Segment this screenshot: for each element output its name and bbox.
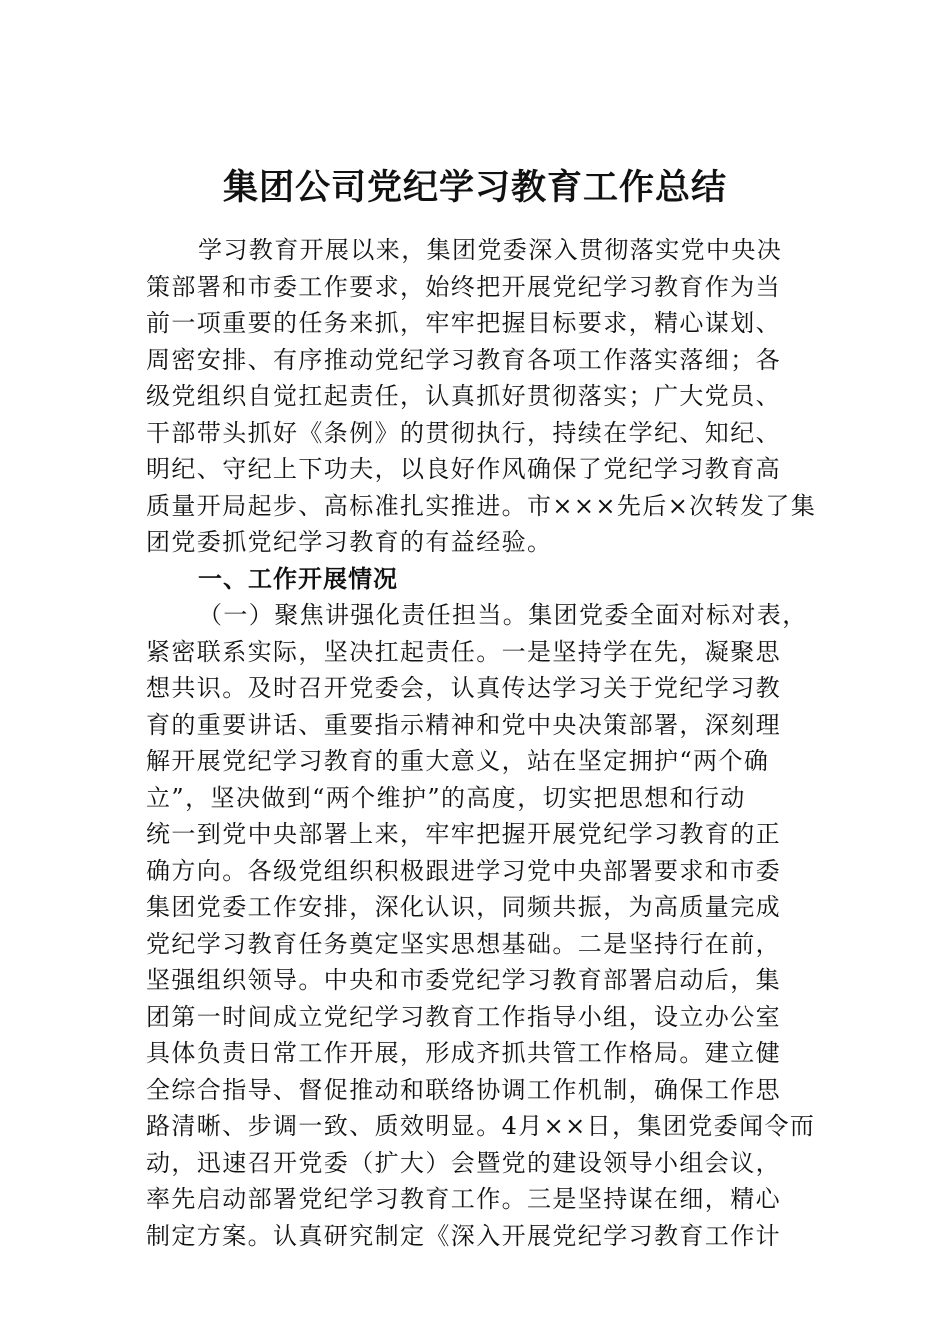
paragraph-line: 全综合指导、督促推动和联络协调工作机制，确保工作思 bbox=[146, 1075, 781, 1104]
paragraph-line: 干部带头抓好《条例》的贯彻执行，持续在学纪、知纪、 bbox=[146, 418, 781, 447]
paragraph-line: 率先启动部署党纪学习教育工作。三是坚持谋在细，精心 bbox=[146, 1185, 781, 1213]
paragraph-line: 制定方案。认真研究制定《深入开展党纪学习教育工作计 bbox=[146, 1221, 781, 1250]
paragraph-line: 团党委抓党纪学习教育的有益经验。 bbox=[146, 528, 553, 556]
paragraph-line: （一）聚焦讲强化责任担当。集团党委全面对标对表， bbox=[198, 601, 808, 629]
paragraph-line: 立”，坚决做到“两个维护”的高度，切实把思想和行动 bbox=[146, 783, 746, 812]
document-title: 集团公司党纪学习教育工作总结 bbox=[222, 167, 727, 208]
paragraph-line: 统一到党中央部署上来，牢牢把握开展党纪学习教育的正 bbox=[146, 820, 781, 848]
paragraph-line: 明纪、守纪上下功夫，以良好作风确保了党纪学习教育高 bbox=[146, 455, 781, 483]
paragraph-line: 坚强组织领导。中央和市委党纪学习教育部署启动后，集 bbox=[146, 966, 781, 994]
paragraph-line: 质量开局起步、高标准扎实推进。市×××先后×次转发了集 bbox=[146, 491, 817, 520]
paragraph-line: 前一项重要的任务来抓，牢牢把握目标要求，精心谋划、 bbox=[146, 309, 781, 337]
paragraph-line: 路清晰、步调一致、质效明显。4月××日，集团党委闻令而 bbox=[146, 1112, 816, 1140]
paragraph-line: 具体负责日常工作开展，形成齐抓共管工作格局。建立健 bbox=[146, 1039, 781, 1067]
paragraph-line: 级党组织自觉扛起责任，认真抓好贯彻落实；广大党员、 bbox=[146, 382, 781, 410]
section-heading: 一、工作开展情况 bbox=[198, 564, 398, 593]
paragraph-line: 育的重要讲话、重要指示精神和党中央决策部署，深刻理 bbox=[146, 710, 781, 739]
paragraph-line: 集团党委工作安排，深化认识，同频共振，为高质量完成 bbox=[146, 893, 781, 921]
paragraph-line: 解开展党纪学习教育的重大意义，站在坚定拥护“两个确 bbox=[146, 747, 770, 775]
paragraph-line: 党纪学习教育任务奠定坚实思想基础。二是坚持行在前， bbox=[146, 929, 781, 958]
document-body bbox=[146, 232, 817, 1254]
paragraph-line: 紧密联系实际，坚决扛起责任。一是坚持学在先，凝聚思 bbox=[146, 637, 781, 666]
paragraph-line: 想共识。及时召开党委会，认真传达学习关于党纪学习教 bbox=[146, 674, 781, 702]
paragraph-line: 确方向。各级党组织积极跟进学习党中央部署要求和市委 bbox=[146, 856, 781, 885]
paragraph-line: 学习教育开展以来，集团党委深入贯彻落实党中央决 bbox=[198, 236, 783, 264]
paragraph-line: 团第一时间成立党纪学习教育工作指导小组，设立办公室 bbox=[146, 1002, 781, 1031]
paragraph-line: 周密安排、有序推动党纪学习教育各项工作落实落细；各 bbox=[146, 345, 781, 374]
paragraph-line: 动，迅速召开党委（扩大）会暨党的建设领导小组会议， bbox=[146, 1148, 781, 1177]
paragraph-line: 策部署和市委工作要求，始终把开展党纪学习教育作为当 bbox=[146, 272, 781, 301]
